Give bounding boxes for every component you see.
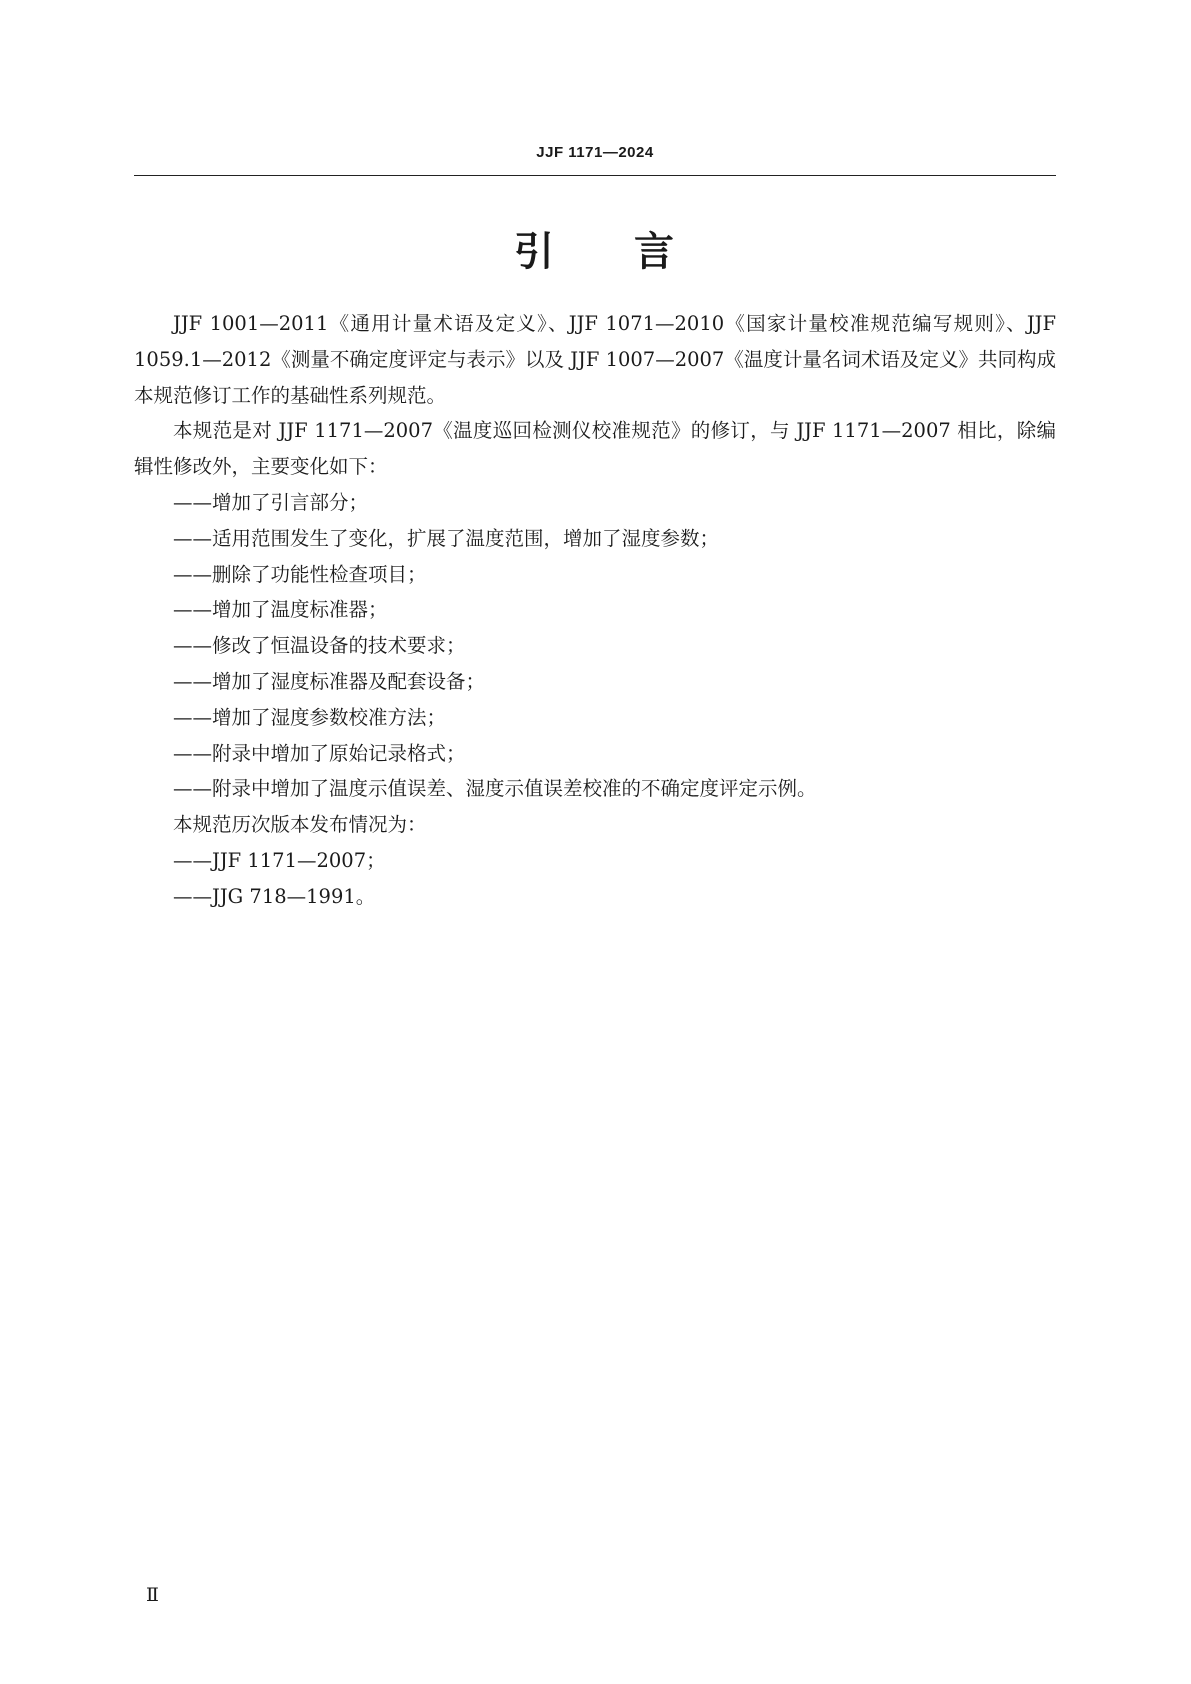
section-title [134,220,1056,277]
section-title-char-2: 言 [634,229,676,275]
history-item: ——JJG 718—1991。 [173,884,376,908]
page-number: Ⅱ [146,1584,159,1606]
change-item: ——增加了湿度参数校准方法； [173,705,447,729]
change-item: ——附录中增加了温度示值误差、湿度示值误差校准的不确定度评定示例。 [173,777,817,801]
running-header: JJF 1171—2024 [536,144,654,161]
change-item: ——增加了湿度标准器及配套设备； [173,669,486,693]
history-intro: 本规范历次版本发布情况为： [173,813,427,837]
body-text [134,306,1056,915]
change-item: ——适用范围发生了变化，扩展了温度范围，增加了湿度参数； [173,526,720,550]
header-rule [134,175,1056,176]
paragraph-revision: 本规范是对 JJF 1171—2007《温度巡回检测仪校准规范》的修订，与 JJF 1171—2007 相比，除编辑性修改外，主要变化如下： [134,419,1056,479]
paragraph-basis: JJF 1001—2011《通用计量术语及定义》、JJF 1071—2010《国家计量校准规范编写规则》、JJF 1059.1—2012《测量不确定度评定与表示》以及 JJF 1007—2007《温度计量名词术语及定义》共同构成本规范修订工作的基础性系列规范。 [134,312,1056,407]
section-title-char-1: 引 [514,229,556,275]
change-item: ——附录中增加了原始记录格式； [173,741,466,765]
history-item: ——JJF 1171—2007； [173,848,386,872]
change-item: ——增加了温度标准器； [173,598,388,622]
change-item: ——修改了恒温设备的技术要求； [173,634,466,658]
change-item: ——删除了功能性检查项目； [173,562,427,586]
change-item: ——增加了引言部分； [173,490,369,514]
